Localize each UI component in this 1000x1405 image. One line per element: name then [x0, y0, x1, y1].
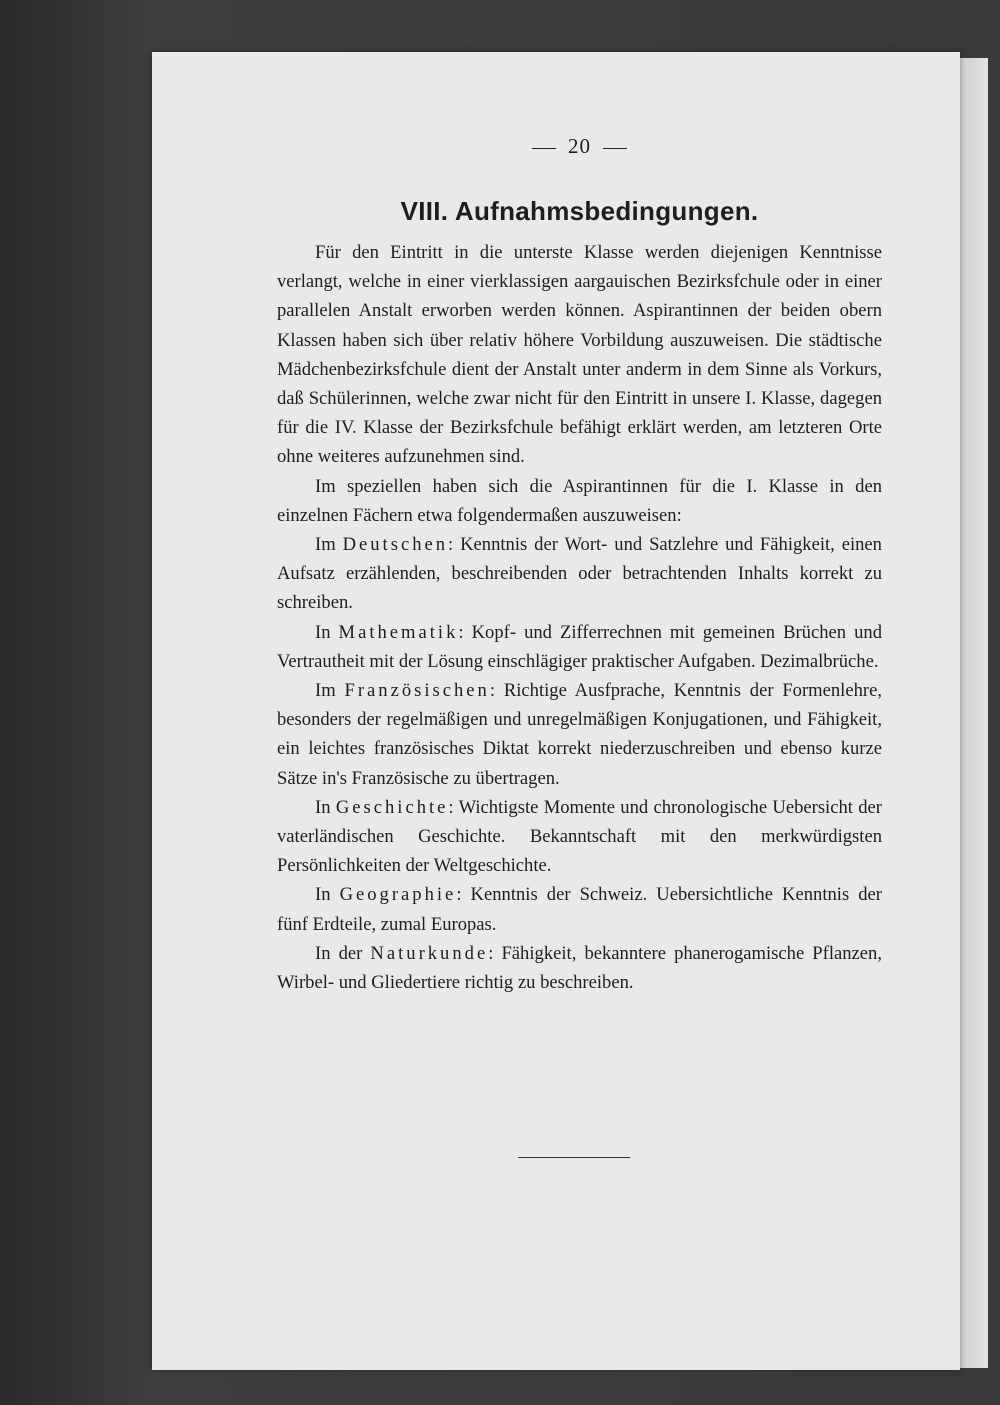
next-page-edge	[958, 58, 988, 1368]
paragraph-requirements	[277, 472, 882, 530]
paragraph-prefix: In	[315, 884, 340, 906]
paragraph-naturkunde	[277, 939, 882, 997]
paragraph-text: Im speziellen haben sich die Aspirantinnen für die I. Klasse in den einzelnen Fächern etwa folgendermaßen auszuweisen:	[277, 475, 882, 526]
paragraph-prefix: In	[315, 796, 336, 818]
section-heading: VIII. Aufnahmsbedingungen.	[400, 196, 759, 226]
paragraph-text: : Kopf- und Zifferrechnen mit gemeinen Brüchen und Vertrautheit mit der Lösung einschlägiger praktischer Aufgaben. Dezimalbrüche.	[277, 621, 883, 672]
subject-name: Geographie	[339, 884, 457, 906]
paragraph-prefix: In	[315, 621, 339, 643]
paragraph-mathematik	[277, 618, 882, 676]
subject-name: Naturkunde	[370, 942, 489, 964]
paragraph-text: : Richtige Ausfprache, Kenntnis der Formenlehre, besonders der regelmäßigen und unregelmäßigen Konjugationen, und Fähigkeit, ein leichtes französisches Diktat korrekt niederzuschreiben und ebenso kurze Sätze in's Französische zu übertragen.	[277, 680, 882, 789]
paragraph-text: : Wichtigste Momente und chronologische Uebersicht der vaterländischen Geschichte. Bekanntschaft mit den merkwürdigsten Persönlichkeiten der Weltgeschichte.	[277, 796, 882, 877]
end-rule	[518, 1157, 630, 1158]
page-number-text: 20	[568, 134, 591, 158]
subject-name: Deutschen	[342, 534, 449, 556]
paragraph-text: Für den Eintritt in die unterste Klasse werden diejenigen Kenntnisse verlangt, welche in einer vierklassigen aargauischen Bezirksfchule oder in einer parallelen Anstalt erworben werden können. Aspirantinnen der beiden obern Klassen haben sich über relativ höhere Vorbildung auszuweisen. Die städtische Mädchenbezirksfchule dient der Anstalt unter anderm in dem Sinne als Vorkurs, daß Schülerinnen, welche zwar nicht für den Eintritt in unsere I. Klasse, dagegen für die IV. Klasse der Bezirksfchule befähigt erklärt werden, am letzteren Orte ohne weiteres aufzunehmen sind.	[277, 242, 882, 468]
page-number-dash-right	[603, 148, 627, 149]
paragraph-prefix: In der	[315, 942, 371, 964]
paragraph-text: : Kenntnis der Wort- und Satzlehre und Fähigkeit, einen Aufsatz erzählenden, beschreibenden oder betrachtenden Inhalts korrekt zu schreiben.	[277, 534, 882, 614]
paragraph-prefix: Im	[315, 534, 343, 556]
page-number-dash-left	[532, 148, 556, 149]
paragraph-text: : Fähigkeit, bekanntere phanerogamische Pflanzen, Wirbel- und Gliedertiere richtig zu beschreiben.	[277, 942, 882, 994]
paragraph-geographie	[277, 880, 882, 938]
paragraph-prefix: Im	[315, 680, 345, 702]
paragraph-deutsch	[277, 530, 882, 618]
subject-name: Mathematik	[338, 621, 459, 643]
subject-name: Geschichte	[335, 796, 449, 818]
body-text	[277, 238, 882, 997]
paragraph-geschichte	[277, 793, 882, 881]
page-number	[277, 134, 882, 159]
subject-name: Französischen	[344, 680, 490, 702]
paragraph-text: : Kenntnis der Schweiz. Uebersichtliche Kenntnis der fünf Erdteile, zumal Europas.	[277, 884, 883, 935]
paragraph-franzoesisch	[277, 676, 882, 793]
paragraph-intro	[277, 238, 882, 472]
